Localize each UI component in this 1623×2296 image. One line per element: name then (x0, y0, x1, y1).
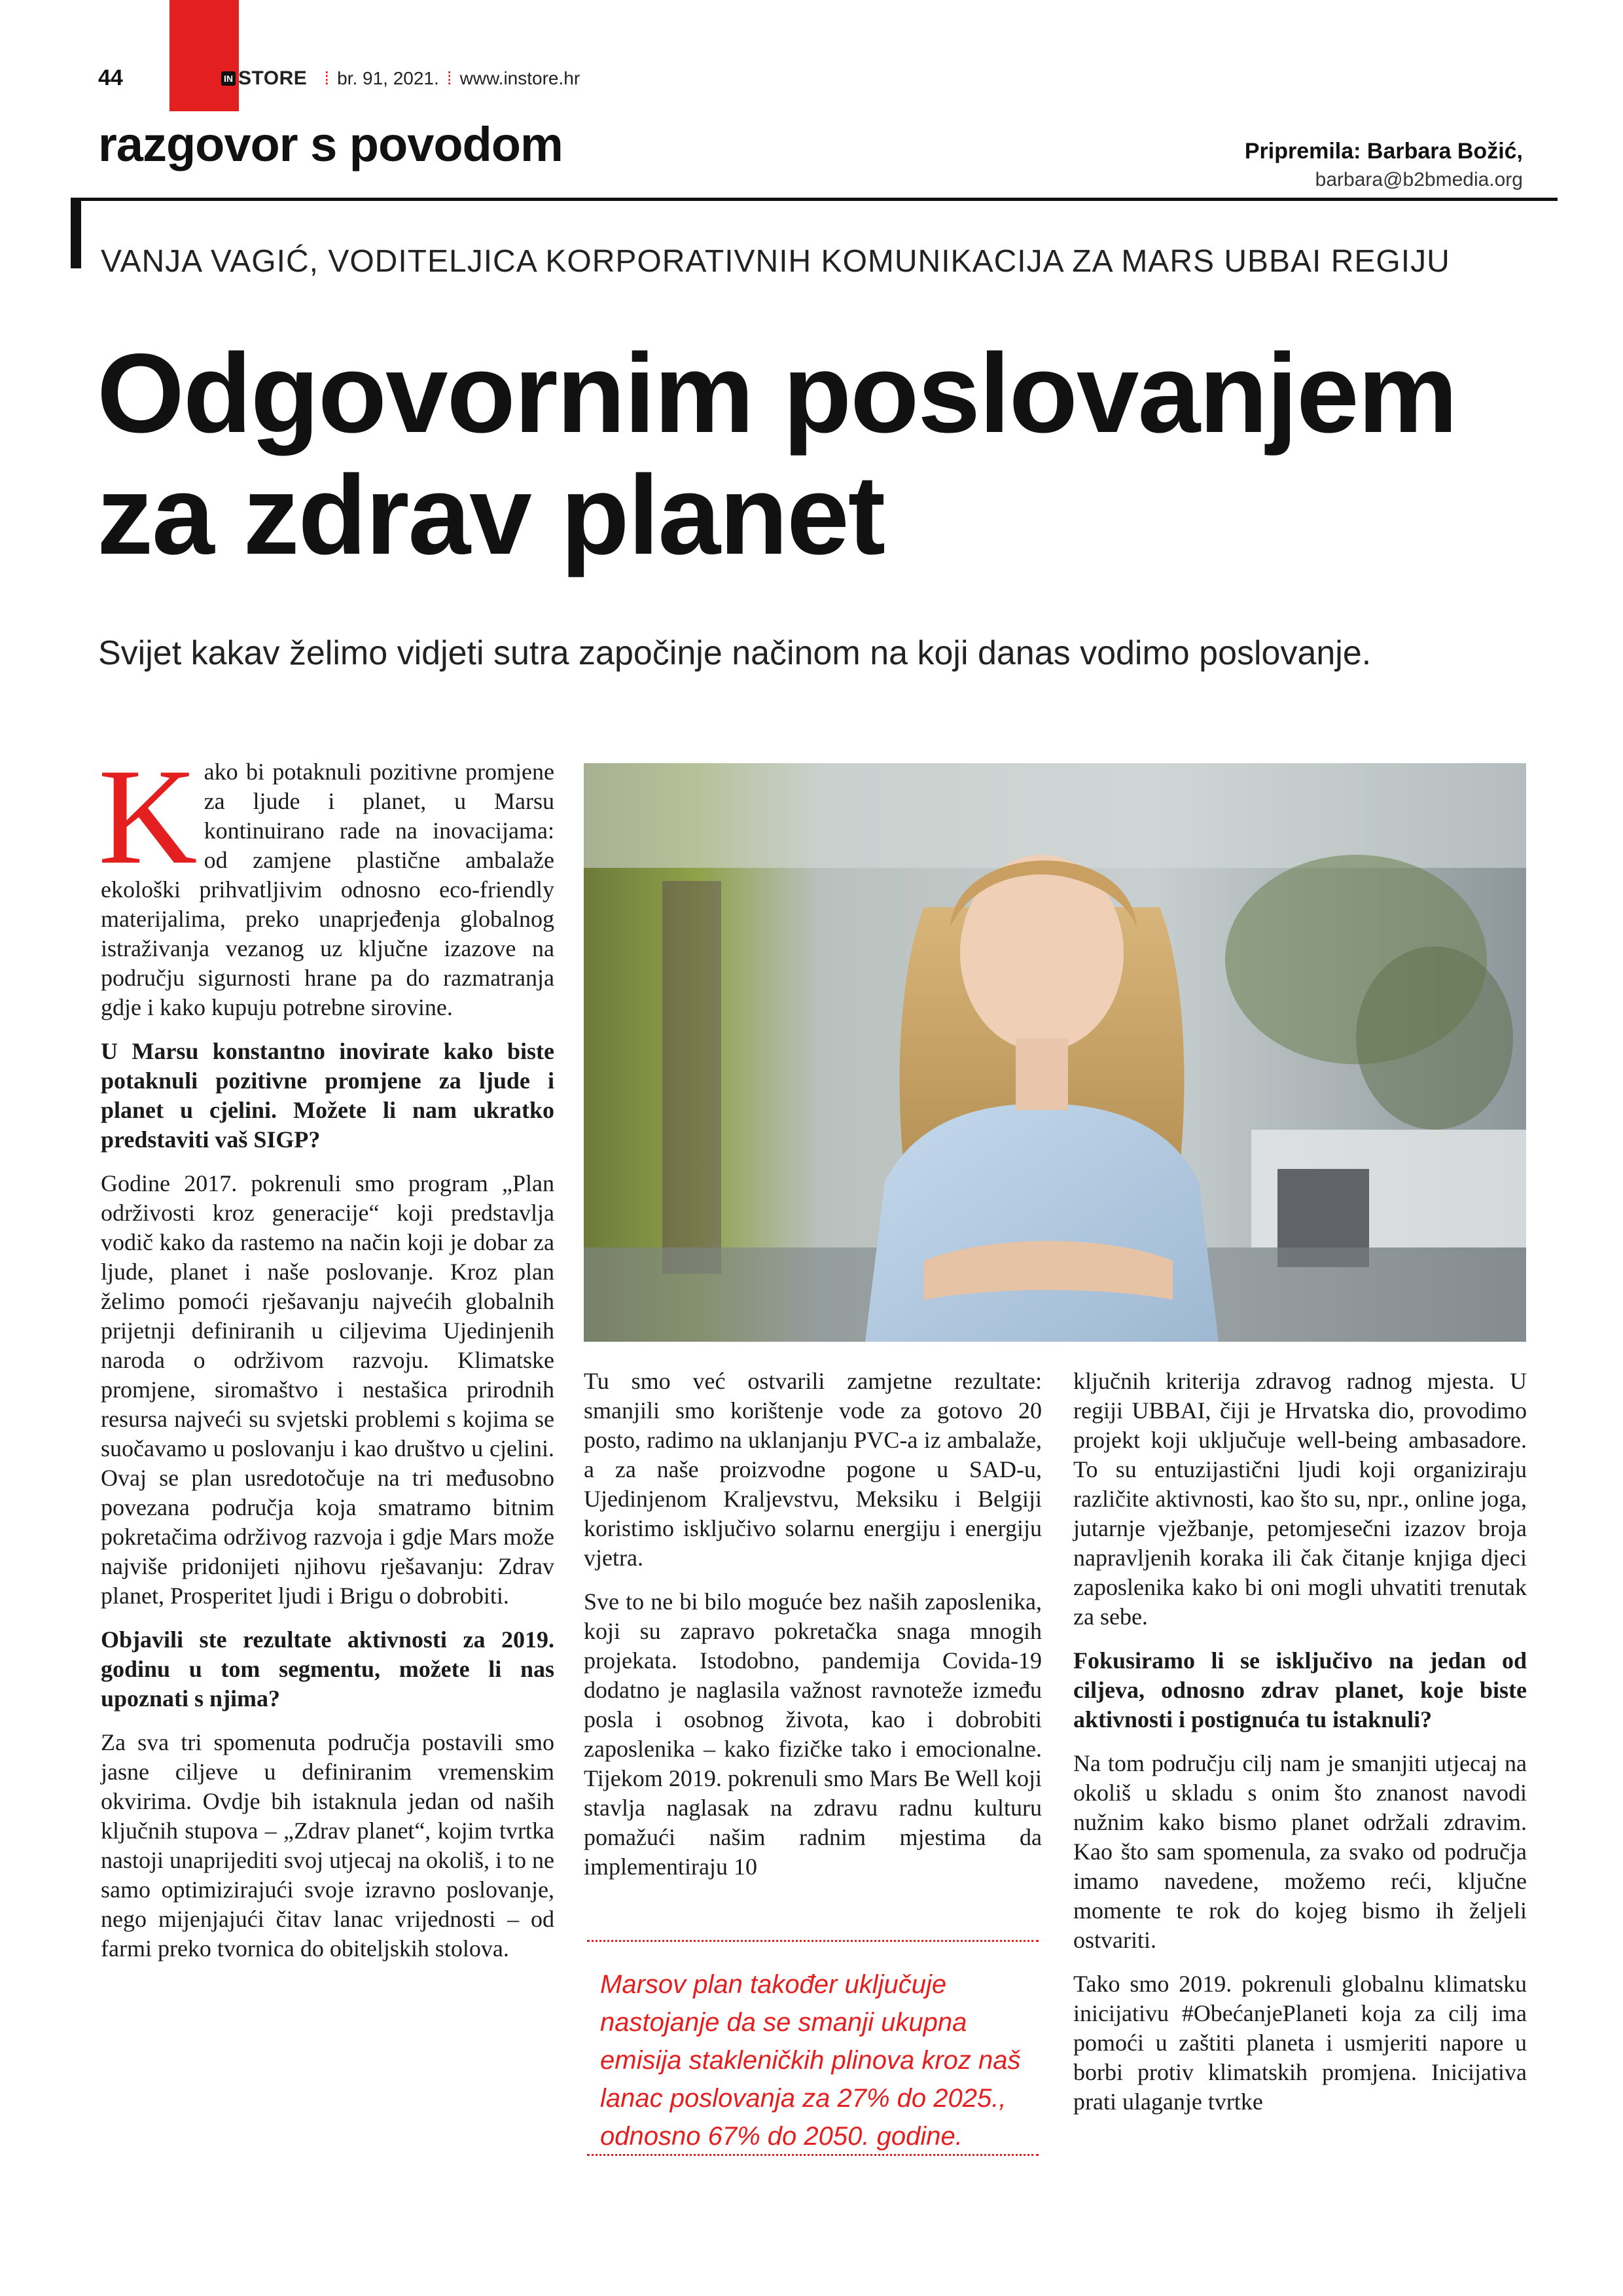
question: Fokusiramo li se isključivo na jedan od ciljeva, odnosno zdrav planet, koje biste aktivnosti i postignuća tu istaknuli? (1073, 1647, 1527, 1732)
lead-paragraph: Svijet kakav želimo vidjeti sutra započinje načinom na koji danas vodimo poslovanje. (98, 634, 1372, 672)
headline-line-1: Odgovornim poslovanjem (97, 331, 1457, 456)
answer-paragraph: Za sva tri spomenuta područja postavili smo jasne ciljeve u definiranim vremenskim okvirima. Ovdje bih istaknula jedan od naših ključnih stupova – „Zdrav planet“, kojim tvrtka nastoji unaprijediti svoj utjecaj na okoliš, i to ne samo optimizirajući svoje izravno poslovanje, nego mijenjajući čitav lanac vrijednosti – od farmi preko tvornica do obiteljskih stolova. (101, 1729, 554, 1962)
red-header-tab (169, 0, 239, 111)
kicker: VANJA VAGIĆ, VODITELJICA KORPORATIVNIH KOMUNIKACIJA ZA MARS UBBAI REGIJU (101, 244, 1450, 279)
answer-paragraph: ključnih kriterija zdravog radnog mjesta. U regiji UBBAI, čiji je Hrvatska dio, provodimo projekt koji uključuje well-being ambasadore. To su entuzijastični ljudi koji organiziraju različite aktivnosti, kao što su, npr., online joga, jutarnje vježbanje, petomjesečni izazov broja napravljenih koraka ili čak čitanje knjiga djeci zaposlenika kako bi oni mogli uhvatiti trenutak za sebe. (1073, 1368, 1527, 1630)
answer-paragraph: Na tom području cilj nam je smanjiti utjecaj na okoliš u skladu s onim što znanost navodi nužnim kako bismo planet održali zdravim. Kao što sam spomenula, za svako od područja imamo navedene, možemo reći, ključne momente te rok do kojeg bismo ih željeli ostvariti. (1073, 1750, 1527, 1953)
website-link[interactable]: www.instore.hr (459, 68, 580, 88)
drop-cap: K (98, 741, 198, 893)
page-number: 44 (98, 65, 123, 90)
separator: ⁞ (324, 68, 330, 88)
intro-paragraph: Kako bi potaknuli pozitivne promjene za ljude i planet, u Marsu kontinuirano rade na inovacijama: od zamjene plastične ambalaže ekološki prihvatljivim odnosno eco-friendly materijalima, preko unaprjeđenja globalnog istraživanja vezanog uz ključne izazove na području sigurnosti hrane pa do razmatranja gdje i kako kupuju potrebne sirovine. (98, 741, 554, 1020)
answer-paragraph: Tako smo 2019. pokrenuli globalnu klimatsku inicijativu #ObećanjePlaneti koja za cilj ima pomoći u zaštiti planeta i usmjeriti napore u borbi protiv klimatskih promjena. Inicijativa prati ulaganje tvrtke (1073, 1971, 1527, 2115)
author-email[interactable]: barbara@b2bmedia.org (1315, 169, 1523, 190)
article-column-3 (1073, 1367, 1527, 2131)
instore-logo-text: STORE (238, 67, 308, 89)
pull-quote (587, 1940, 1039, 2156)
header-rule (72, 198, 1558, 201)
question: Objavili ste rezultate aktivnosti za 2019. godinu u tom segmentu, možete li nas upoznati s njima? (101, 1626, 554, 1712)
answer-paragraph: Godine 2017. pokrenuli smo program „Plan održivosti kroz generacije“ koji predstavlja vodič kako da rastemo na način koji je dobar za ljude, planet i naše poslovanje. Kroz plan želimo pomoći rješavanju najvećih globalnih prijetnji definiranih u ciljevima Ujedinjenih naroda o održivom razvoju. Klimatske promjene, siromaštvo i nestašica prirodnih resursa najveći su svjetski problemi s kojima se suočavamo u poslovanju i kao društvo u cjelini. Ovaj se plan usredotočuje na tri međusobno povezana područja koja smatramo bitnim pokretačima održivog razvoja i gdje Mars može najviše pridonijeti njihovu rješavanju: Zdrav planet, Prosperitet ljudi i Brigu o dobrobiti. (101, 1170, 554, 1609)
portrait-photo (584, 763, 1526, 1342)
instore-logo-icon: IN (221, 71, 236, 86)
section-title: razgovor s povodom (98, 117, 563, 171)
question: U Marsu konstantno inovirate kako biste potaknuli pozitivne promjene za ljude i planet u cjelini. Možete li nam ukratko predstaviti vaš SIGP? (101, 1038, 554, 1153)
magazine-masthead[interactable] (221, 65, 580, 92)
article-column-1 (98, 741, 554, 1978)
byline: Pripremila: Barbara Božić, (1244, 139, 1523, 164)
answer-paragraph: Sve to ne bi bilo moguće bez naših zaposlenika, koji su zapravo pokretačka snaga mnogih projekata. Istodobno, pandemija Covida-19 dodatno je naglasila važnost ravnoteže između posla i osobnog života, kao i dobrobiti zaposlenika – kako fizičke tako i emocionalne. Tijekom 2019. pokrenuli smo Mars Be Well koji stavlja naglasak na zdravu radnu kulturu pomažući našim radnim mjestima da implementiraju 10 (584, 1588, 1042, 1880)
issue-info: br. 91, 2021. (337, 68, 439, 88)
article-column-2 (584, 1367, 1042, 1896)
headline (97, 332, 1563, 576)
pull-quote-text: Marsov plan također uključuje nastojanje da se smanji ukupna emisija stakleničkih plinova kroz naš lanac poslovanja za 27% do 2025., odnosno 67% do 2050. godine. (600, 1970, 1021, 2151)
separator: ⁞ (446, 68, 452, 88)
answer-paragraph: Tu smo već ostvarili zamjetne rezultate: smanjili smo korištenje vode za gotovo 20 posto, radimo na uklanjanju PVC-a iz ambalaže, a za naše proizvodne pogone u SAD-u, Ujedinjenom Kraljevstvu, Meksiku i Belgiji koristimo isključivo solarnu energiju i energiju vjetra. (584, 1368, 1042, 1571)
kicker-bar (71, 198, 81, 268)
headline-line-2: za zdrav planet (97, 452, 885, 578)
